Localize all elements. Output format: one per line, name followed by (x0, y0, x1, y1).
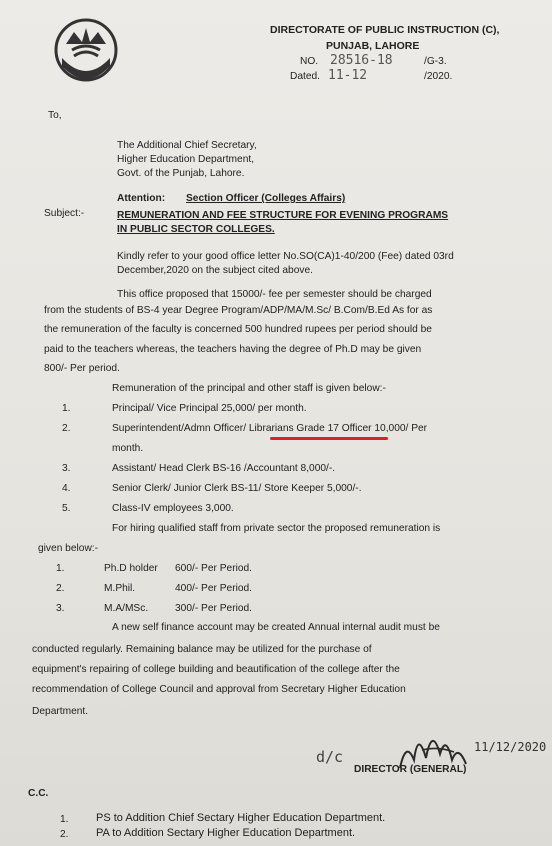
final-para-line: equipment's repairing of college building and beautification of the college after the (32, 664, 400, 675)
staff-item-num: 3. (62, 463, 71, 474)
letter-no-value: 28516-18 (330, 53, 393, 68)
cc-item-text: PA to Addition Sectary Higher Education Department. (96, 827, 356, 839)
hiring-item-num: 3. (56, 603, 65, 614)
dated-value: 11-12 (328, 68, 368, 83)
office-name: DIRECTORATE OF PUBLIC INSTRUCTION (C), (270, 24, 500, 36)
hiring-item-num: 1. (56, 563, 65, 574)
cc-label: C.C. (28, 788, 49, 799)
letter-no-label: NO. (300, 56, 319, 67)
dated-year: /2020. (424, 71, 453, 82)
staff-item-num: 4. (62, 483, 71, 494)
addressee-line: Govt. of the Punjab, Lahore. (117, 168, 245, 179)
signature-date: 11/12/2020 (474, 740, 547, 754)
staff-item-num: 5. (62, 503, 71, 514)
given-below: given below:- (38, 543, 99, 554)
subject-label: Subject:- (44, 208, 85, 219)
staff-item-text: Principal/ Vice Principal 25,000/ per month. (112, 403, 307, 414)
para1-line: Kindly refer to your good office letter No.SO(CA)1-40/200 (Fee) dated 03rd (117, 251, 454, 262)
hiring-item-value: 600/- Per Period. (175, 563, 253, 574)
addressee-line: The Additional Chief Secretary, (117, 140, 257, 151)
final-para-line: Department. (32, 706, 89, 717)
staff-item-num: 2. (62, 423, 71, 434)
cc-item-text: PS to Addition Chief Sectary Higher Education Department. (96, 812, 386, 824)
para1-line: December,2020 on the subject cited above. (117, 265, 313, 276)
staff-item-num: 1. (62, 403, 71, 414)
final-para-line: recommendation of College Council and approval from Secretary Higher Education (32, 684, 406, 695)
final-para-line: A new self finance account may be created Annual internal audit must be (112, 622, 440, 633)
to-label: To, (48, 110, 62, 121)
hiring-line: For hiring qualified staff from private sector the proposed remuneration is (112, 523, 441, 534)
para2-line: paid to the teachers whereas, the teachers having the degree of Ph.D may be given (44, 344, 422, 355)
hiring-item-label: M.Phil. (104, 583, 136, 594)
staff-item-text: Class-IV employees 3,000. (112, 503, 234, 514)
red-highlight-underline (270, 437, 388, 440)
punjab-emblem-logo (52, 14, 120, 90)
dated-label: Dated. (290, 71, 321, 82)
final-para-line: conducted regularly. Remaining balance may be utilized for the purchase of (32, 644, 372, 655)
staff-item-text: Superintendent/Admn Officer/ Librarians Grade 17 Officer 10,000/ Per (112, 423, 428, 434)
hiring-item-label: Ph.D holder (104, 563, 158, 574)
subject-line: REMUNERATION AND FEE STRUCTURE FOR EVENING PROGRAMS (117, 210, 449, 221)
signatory-title: DIRECTOR (GENERAL) (354, 764, 467, 775)
cc-item-num: 1. (60, 814, 69, 825)
letter-no-suffix: /G-3. (424, 56, 447, 67)
attention-label: Attention: (117, 193, 166, 204)
para2-line: the remuneration of the faculty is concerned 500 hundred rupees per period should be (44, 324, 432, 335)
hiring-item-value: 400/- Per Period. (175, 583, 253, 594)
staff-item-text: month. (112, 443, 144, 454)
para2-line: This office proposed that 15000/- fee per semester should be charged (117, 289, 432, 300)
attention-value: Section Officer (Colleges Affairs) (186, 193, 346, 204)
staff-intro: Remuneration of the principal and other staff is given below:- (112, 383, 386, 394)
staff-item-text: Senior Clerk/ Junior Clerk BS-11/ Store Keeper 5,000/-. (112, 483, 362, 494)
cc-item-num: 2. (60, 829, 69, 840)
office-city: PUNJAB, LAHORE (326, 40, 420, 52)
initials-mark: d/c (316, 748, 344, 766)
para2-line: from the students of BS-4 year Degree Program/ADP/MA/M.Sc/ B.Com/B.Ed As for as (44, 305, 433, 316)
hiring-item-value: 300/- Per Period. (175, 603, 253, 614)
hiring-item-num: 2. (56, 583, 65, 594)
subject-line: IN PUBLIC SECTOR COLLEGES. (117, 224, 275, 235)
addressee-line: Higher Education Department, (117, 154, 255, 165)
staff-item-text: Assistant/ Head Clerk BS-16 /Accountant 8,000/-. (112, 463, 336, 474)
hiring-item-label: M.A/MSc. (104, 603, 149, 614)
para2-line: 800/- Per period. (44, 363, 120, 374)
